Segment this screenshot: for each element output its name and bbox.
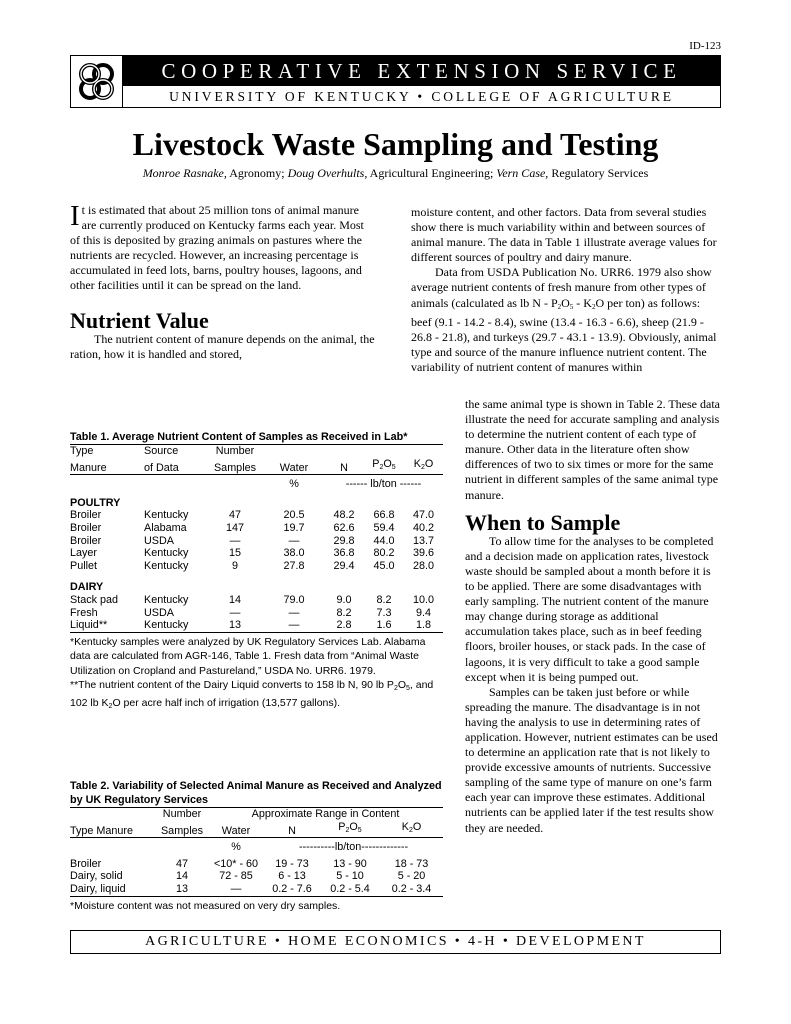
- intro-paragraph: [70, 200, 375, 294]
- table-cell: Dairy, liquid: [70, 883, 156, 896]
- col-header: N: [288, 824, 296, 837]
- author-name: Monroe Rasnake,: [142, 166, 227, 180]
- col-header: Source: [144, 445, 206, 458]
- cooperative-extension-banner: [70, 55, 721, 108]
- table-cell: 79.0: [283, 593, 305, 606]
- units-label: %: [264, 475, 324, 491]
- table-cell: 59.4: [373, 521, 395, 534]
- table-cell: USDA: [144, 534, 174, 547]
- table-cell: 47.0: [412, 509, 434, 522]
- table-cell: 0.2 - 7.6: [264, 883, 320, 896]
- table-cell: 13: [206, 619, 264, 632]
- table-cell: Kentucky: [144, 509, 189, 522]
- table-row: [70, 522, 443, 535]
- table-cell: —: [264, 619, 324, 632]
- table-row: [70, 870, 443, 883]
- table-cell: 18 - 73: [394, 857, 429, 870]
- when-to-sample-heading: When to Sample: [465, 509, 621, 535]
- table-cell: 1.6: [364, 619, 404, 632]
- table-cell: 14: [175, 870, 188, 883]
- table-cell: 29.4: [333, 559, 355, 572]
- col-header: Type Manure: [70, 824, 134, 837]
- table-cell: Pullet: [70, 559, 98, 572]
- table-cell: 0.2 - 5.4: [320, 883, 380, 896]
- table-2-caption: Table 2. Variability of Selected Animal Manure as Received and Analyzed by UK Regulatory Services: [70, 780, 442, 806]
- page-title: Livestock Waste Sampling and Testing: [132, 126, 659, 162]
- table-cell: 20.5: [283, 509, 305, 522]
- table-cell: 6 - 13: [278, 870, 306, 883]
- table-cell: 9.0: [336, 593, 352, 606]
- table-row: [70, 607, 443, 620]
- table-cell: 28.0: [412, 559, 434, 572]
- author-name: Doug Overhults,: [287, 166, 368, 180]
- table-row: [70, 560, 443, 573]
- col-header: Type: [70, 445, 144, 458]
- table-row: [70, 594, 443, 607]
- right-paragraph-2-cont: the same animal type is shown in Table 2. These data illustrate the need for accurate sampling and analysis to determine the nutrient content of each type of manure. Other data in the literature often show differences of two to six times or more for the same nutrient in different samples of the same animal type manure.: [465, 397, 720, 502]
- col-header: Number: [156, 808, 208, 821]
- table-row: [70, 858, 443, 871]
- table-cell: Kentucky: [144, 619, 206, 632]
- table-cell: —: [288, 534, 300, 547]
- table-row: [70, 619, 443, 632]
- table-cell: 9: [231, 559, 238, 572]
- table-cell: 48.2: [333, 509, 355, 522]
- table-cell: 15: [228, 547, 241, 560]
- table-cell: Broiler: [70, 857, 102, 870]
- group-label: POULTRY: [70, 496, 121, 509]
- col-header-k2o: $K_2O$: [413, 457, 434, 471]
- table-cell: 27.8: [283, 559, 305, 572]
- table-cell: Liquid**: [70, 619, 144, 632]
- table-cell: 1.8: [404, 619, 443, 632]
- table-cell: <10* - 60: [213, 857, 259, 870]
- col-header-p2o5: $P_2O_5$: [338, 820, 362, 834]
- table-cell: 40.2: [412, 521, 434, 534]
- col-header: N: [340, 461, 348, 474]
- table-cell: 19.7: [283, 521, 305, 534]
- table-cell: —: [229, 534, 241, 547]
- units-label: ------ lb/ton ------: [324, 475, 443, 491]
- col-header: of Data: [144, 461, 179, 474]
- table-cell: 5 - 10: [336, 870, 364, 883]
- table-cell: 19 - 73: [275, 857, 309, 870]
- banner-title: COOPERATIVE EXTENSION SERVICE: [123, 56, 720, 86]
- table-cell: 72 - 85: [219, 870, 253, 883]
- table-cell: Broiler: [70, 534, 102, 547]
- table-cell: Stack pad: [70, 593, 119, 606]
- table-row: [70, 883, 443, 896]
- table-cell: Kentucky: [144, 547, 189, 560]
- table-cell: Alabama: [144, 521, 187, 534]
- table-cell: 2.8: [324, 619, 364, 632]
- table-cell: 66.8: [373, 509, 395, 522]
- table-cell: 44.0: [373, 534, 395, 547]
- table-cell: Broiler: [70, 521, 102, 534]
- table-row: [70, 509, 443, 522]
- authors-line: [0, 166, 791, 181]
- units-label: %: [208, 838, 264, 854]
- table-cell: —: [288, 606, 300, 619]
- col-header: Manure: [70, 461, 107, 474]
- when-paragraph-1: To allow time for the analyses to be completed and a decision made on application rates, livestock waste should be sampled about a month before it is to be applied. There are some disadvantages with early sampling. The nutrient content of the manure may change during storage as additional accumulation takes place, such as in beef feeding floors, broiler houses, or stack pads. In the case of lagoons, it is very difficult to take a good sample except when it is being pumped out.: [465, 533, 714, 684]
- table-2: [70, 779, 443, 913]
- text-run: Data from USDA Publication No. URR6. 1979 also show average nutrient contents of fresh manure from other types of animals (calculated as lb N - P: [411, 265, 712, 310]
- col-header: Water: [221, 824, 251, 837]
- table-row: [70, 535, 443, 548]
- col-header: Water: [279, 461, 309, 474]
- table-cell: 62.6: [333, 521, 355, 534]
- units-label: ----------lb/ton-------------: [264, 838, 443, 854]
- table-cell: 5 - 20: [397, 870, 426, 883]
- author-dept: Agronomy;: [226, 166, 288, 180]
- table-cell: 8.2: [336, 606, 352, 619]
- table-cell: 39.6: [412, 547, 434, 560]
- footer-banner: AGRICULTURE • HOME ECONOMICS • 4-H • DEVELOPMENT: [70, 930, 721, 954]
- table-1-grid: [70, 444, 443, 633]
- right-column-upper: [411, 205, 721, 375]
- table-cell: 38.0: [283, 547, 305, 560]
- table-cell: —: [208, 883, 264, 896]
- table-2-note: *Moisture content was not measured on very dry samples.: [70, 899, 341, 912]
- table-cell: 14: [228, 593, 241, 606]
- col-header: Samples: [160, 824, 203, 837]
- col-header-p2o5: $P_2O_5$: [372, 457, 396, 471]
- author-dept: Agricultural Engineering;: [367, 166, 497, 180]
- table-cell: 147: [225, 521, 244, 534]
- right-paragraph-1: moisture content, and other factors. Data from several studies show there is much variability within and between sources of animal manure. The data in Table 1 illustrate average values for different sources of poultry and dairy manure.: [411, 205, 717, 265]
- intro-section: [70, 200, 375, 362]
- table-cell: 29.8: [333, 534, 355, 547]
- table-1-caption: Table 1. Average Nutrient Content of Samples as Received in Lab*: [70, 431, 408, 443]
- col-header: Number: [206, 445, 264, 458]
- right-paragraph-2: Data from USDA Publication No. URR6. 1979 also show average nutrient contents of fresh manure from other types of animals (calculated as lb N - $P_2O_5 - K_2O$ per ton) as follows: beef (9.1 - 14.2 - 8.4), swine (13.4 - 16.3 - 6.6), sheep (21.9 - 26.8 - 21.8), and turkeys (29.7 - 43.1 - 13.9). Obviously, animal type and source of the manure influence nutrient content. The variability of nutrient content of manures within: [411, 265, 717, 374]
- col-header: Approximate Range in Content: [208, 808, 443, 821]
- author-dept: Regulatory Services: [548, 166, 649, 180]
- col-header-k2o: $K_2O$: [401, 820, 422, 834]
- col-header: Samples: [213, 461, 256, 474]
- table-cell: Fresh: [70, 606, 98, 619]
- table-cell: 13.7: [412, 534, 434, 547]
- table-cell: 80.2: [373, 547, 395, 560]
- banner-subtitle: UNIVERSITY OF KENTUCKY • COLLEGE OF AGRICULTURE: [169, 89, 674, 104]
- table-1-note: **The nutrient content of the Dairy Liquid converts to 158 lb N, 90 lb $P_2O_5$, and 102 lb $K_2O$ per acre half inch of irrigation (13,577 gallons).: [70, 678, 434, 711]
- table-cell: 13 - 90: [333, 857, 367, 870]
- text-run: per ton) as follows: beef (9.1 - 14.2 - 8.4), swine (13.4 - 16.3 - 6.6), sheep (21.9 - 26.8 - 21.8), and turkeys (29.7 - 43.1 - 13.9). Obviously, animal type and source of the manure influence nutrient content. The variability of nutrient content of manures within: [411, 295, 717, 374]
- table-cell: 47: [228, 509, 241, 522]
- table-cell: 45.0: [373, 559, 395, 572]
- table-cell: 8.2: [376, 593, 392, 606]
- table-cell: —: [229, 606, 241, 619]
- nutrient-value-paragraph: The nutrient content of manure depends on the animal, the ration, how it is handled and stored,: [70, 331, 375, 361]
- table-cell: Broiler: [70, 509, 102, 522]
- table-1-note: *Kentucky samples were analyzed by UK Regulatory Services Lab. Alabama data are calculated from AGR-146, Table 1. Fresh data from “Animal Waste Utilization on Cropland and Pastureland,” USDA No. URR6. 1979.: [70, 635, 426, 677]
- table-row: [70, 547, 443, 560]
- table-cell: Dairy, solid: [70, 870, 123, 883]
- table-cell: Layer: [70, 547, 98, 560]
- when-paragraph-2: Samples can be taken just before or while spreading the manure. The disadvantage is in not having the analysis to use in determining rates of application. However, nutrient estimates can be used to determine an application rate that is not likely to provide excessive amounts of nutrients. Successive sampling of the same type of manure on one’s farm each year can improve these estimates. Additional nutrients can be applied later if the test results show they are needed.: [465, 684, 718, 835]
- table-cell: 36.8: [333, 547, 355, 560]
- group-label: DAIRY: [70, 581, 104, 594]
- table-cell: 10.0: [412, 593, 434, 606]
- table-cell: USDA: [144, 606, 174, 619]
- document-id: ID-123: [689, 40, 721, 52]
- extension-logo-icon: [71, 56, 123, 107]
- table-cell: 47: [175, 857, 188, 870]
- author-name: Vern Case,: [496, 166, 549, 180]
- table-cell: 9.4: [415, 606, 431, 619]
- table-2-grid: [70, 807, 443, 897]
- table-cell: 13: [156, 883, 208, 896]
- table-cell: Kentucky: [144, 593, 189, 606]
- right-column-lower: [465, 397, 721, 836]
- table-1: [70, 430, 443, 715]
- nutrient-value-heading: Nutrient Value: [70, 307, 209, 333]
- table-1-notes: [70, 635, 443, 715]
- drop-cap: I: [70, 200, 80, 232]
- table-cell: 0.2 - 3.4: [380, 883, 443, 896]
- table-cell: Kentucky: [144, 559, 189, 572]
- intro-text: t is estimated that about 25 million tons of animal manure are currently produced on Kentucky farms each year. Most of this is deposited by grazing animals on pastures where the nutrients are recycled. However, an increasing percentage is accumulated in feed lots, barns, poultry houses, lagoons, and other facilities until it can be spread on the land.: [70, 203, 364, 293]
- table-cell: 7.3: [376, 606, 392, 619]
